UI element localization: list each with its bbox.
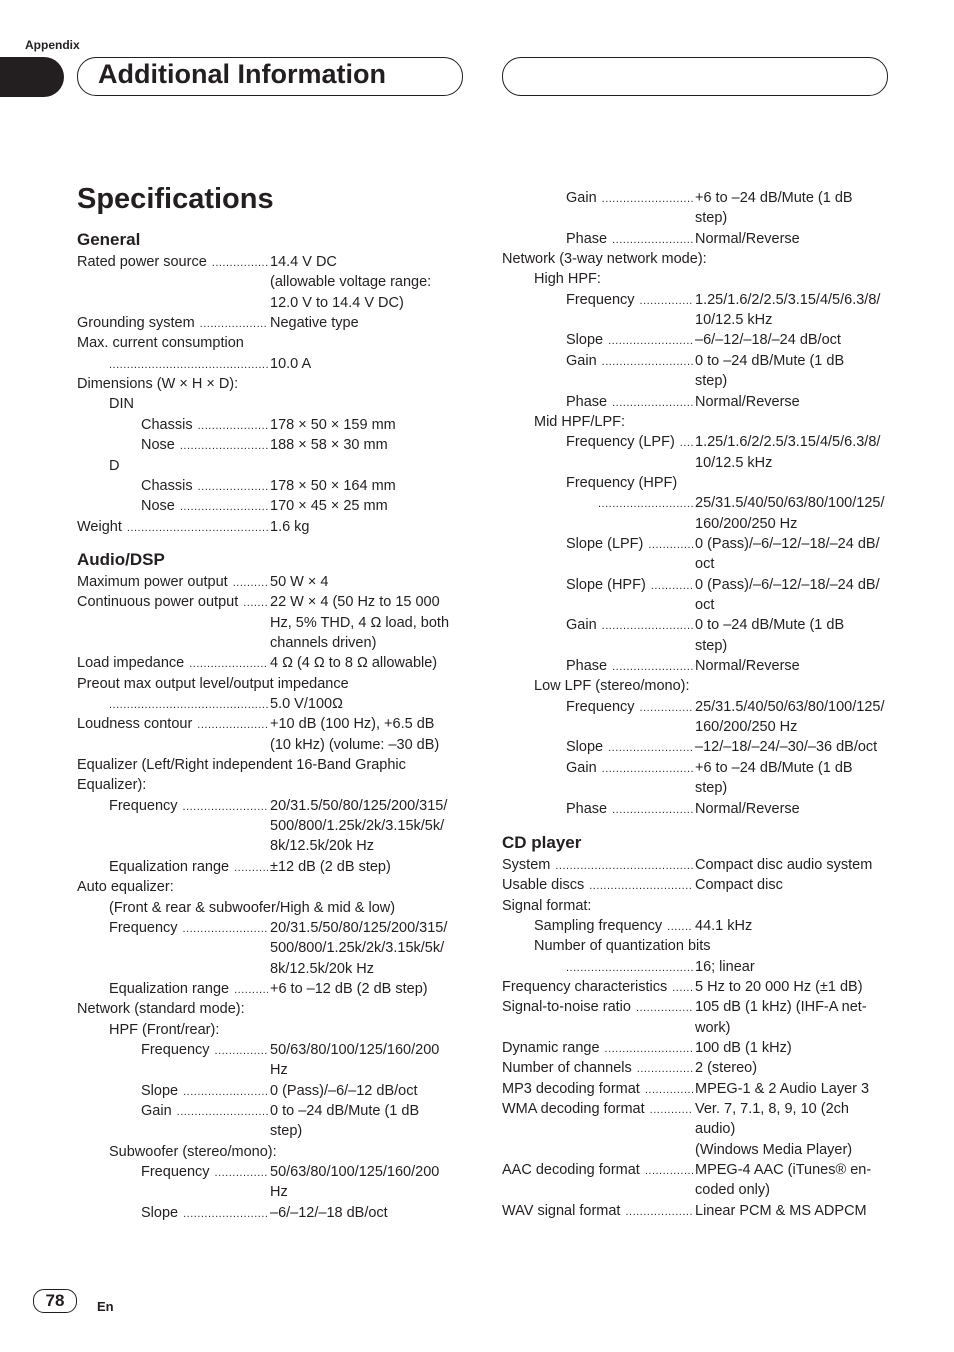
spec-label: Slope (LPF) xyxy=(566,535,644,552)
spec-row xyxy=(0,554,954,574)
spec-row xyxy=(0,595,954,615)
spec-label: Nose xyxy=(141,437,175,454)
spec-label: Number of channels xyxy=(502,1060,632,1077)
spec-label: Slope xyxy=(141,1082,179,1099)
spec-label: Continuous power output xyxy=(77,594,239,611)
spec-value: 105 dB (1 kHz) (IHF-A net- xyxy=(695,999,867,1016)
empty-header-pill xyxy=(502,57,888,96)
leader-dots xyxy=(680,432,693,453)
spec-value: ±12 dB (2 dB step) xyxy=(270,858,391,875)
leader-dots xyxy=(589,875,693,896)
spec-label: MP3 decoding format xyxy=(502,1080,640,1097)
spec-row xyxy=(0,737,954,757)
spec-row xyxy=(0,453,954,473)
spec-label: Frequency xyxy=(109,919,178,936)
spec-row xyxy=(0,875,954,895)
spec-value: 16; linear xyxy=(695,958,755,975)
spec-label: WAV signal format xyxy=(502,1202,621,1219)
leader-dots xyxy=(598,493,693,514)
leader-dots xyxy=(612,229,693,250)
spec-value: 10/12.5 kHz xyxy=(695,312,773,329)
leader-dots xyxy=(605,1038,693,1059)
leader-dots xyxy=(602,351,693,372)
language-label: En xyxy=(97,1299,114,1314)
spec-row xyxy=(0,371,954,391)
spec-label: Low LPF (stereo/mono): xyxy=(534,678,690,695)
spec-value: 4 Ω (4 Ω to 8 Ω allowable) xyxy=(270,655,438,672)
spec-label: Frequency (HPF) xyxy=(566,474,678,491)
page-title: Specifications xyxy=(77,183,274,215)
spec-label: Frequency xyxy=(566,698,635,715)
spec-value: 0 to –24 dB/Mute (1 dB xyxy=(695,352,845,369)
spec-label: Gain xyxy=(566,617,597,634)
spec-value: Normal/Reverse xyxy=(695,393,800,410)
spec-value: oct xyxy=(695,597,715,613)
spec-row xyxy=(0,208,954,228)
spec-value: 50/63/80/100/125/160/200 xyxy=(270,1164,440,1181)
spec-value: step) xyxy=(270,1123,303,1140)
spec-value: 12.0 V to 14.4 V DC) xyxy=(270,294,404,311)
leader-dots xyxy=(637,1058,693,1079)
spec-value: channels driven) xyxy=(270,634,377,651)
leader-dots xyxy=(636,997,693,1018)
spec-row xyxy=(0,575,954,595)
spec-value: step) xyxy=(695,637,728,654)
spec-value: 170 × 45 × 25 mm xyxy=(270,498,388,515)
spec-value: +6 to –24 dB/Mute (1 dB xyxy=(695,759,853,776)
spec-value: step) xyxy=(695,210,728,227)
spec-label: Dynamic range xyxy=(502,1040,600,1056)
spec-value: Normal/Reverse xyxy=(695,658,800,675)
spec-label: System xyxy=(502,856,551,873)
spec-label: Sampling frequency xyxy=(534,917,663,934)
spec-row xyxy=(0,697,954,717)
spec-label: Equalization range xyxy=(109,858,230,875)
spec-label: High HPF: xyxy=(534,271,601,288)
leader-dots xyxy=(651,575,693,596)
spec-value: 22 W × 4 (50 Hz to 15 000 xyxy=(270,594,440,611)
spec-value: –6/–12/–18 dB/oct xyxy=(270,1204,388,1221)
spec-label: Phase xyxy=(566,393,608,410)
spec-value: 500/800/1.25k/2k/3.15k/5k/ xyxy=(270,940,445,957)
section-heading: CD player xyxy=(502,832,582,852)
spec-row xyxy=(0,330,954,350)
spec-label: Grounding system xyxy=(77,315,195,332)
spec-value: 1.25/1.6/2/2.5/3.15/4/5/6.3/8/ xyxy=(695,291,881,308)
spec-label: Max. current consumption xyxy=(77,335,244,352)
spec-value: 0 (Pass)/–6/–12/–18/–24 dB/ xyxy=(695,576,880,593)
spec-value: 20/31.5/50/80/125/200/315/ xyxy=(270,797,448,814)
spec-row xyxy=(0,534,954,554)
spec-row xyxy=(0,1180,954,1200)
spec-label: Rated power source xyxy=(77,254,207,270)
spec-row xyxy=(0,1160,954,1180)
spec-value: +6 to –24 dB/Mute (1 dB xyxy=(695,190,853,206)
spec-value: 178 × 50 × 164 mm xyxy=(270,477,396,494)
leader-dots xyxy=(648,534,693,555)
spec-label: Weight xyxy=(77,518,122,535)
spec-value: 188 × 58 × 30 mm xyxy=(270,437,388,454)
spec-row xyxy=(0,1201,954,1221)
spec-value: 10.0 A xyxy=(270,355,312,372)
spec-label: Subwoofer (stereo/mono): xyxy=(109,1143,277,1160)
spec-row xyxy=(0,412,954,432)
spec-value: 50 W × 4 xyxy=(270,573,329,590)
spec-row xyxy=(0,778,954,798)
spec-value: 50/63/80/100/125/160/200 xyxy=(270,1041,440,1058)
spec-value: Normal/Reverse xyxy=(695,230,800,247)
spec-label: AAC decoding format xyxy=(502,1162,640,1179)
spec-value: 500/800/1.25k/2k/3.15k/5k/ xyxy=(270,818,445,835)
section-heading: General xyxy=(77,230,141,249)
spec-value: coded only) xyxy=(695,1182,770,1199)
spec-value: (allowable voltage range: xyxy=(270,274,432,291)
spec-label: Slope xyxy=(566,332,604,349)
spec-row xyxy=(0,636,954,656)
spec-row xyxy=(0,896,954,916)
appendix-label: Appendix xyxy=(25,38,80,52)
section-title-pill xyxy=(77,57,463,96)
spec-row xyxy=(0,799,954,819)
spec-row xyxy=(0,493,954,513)
spec-value: 0 (Pass)/–6/–12 dB/oct xyxy=(270,1082,418,1099)
spec-label: Network (standard mode): xyxy=(77,1001,245,1018)
spec-value: –6/–12/–18/–24 dB/oct xyxy=(695,332,841,349)
spec-row xyxy=(0,1038,954,1058)
leader-dots xyxy=(667,916,693,937)
leader-dots xyxy=(612,799,693,820)
spec-label: (Front & rear & subwoofer/High & mid & low) xyxy=(109,899,396,916)
spec-label: Usable discs xyxy=(502,877,585,894)
leader-dots xyxy=(602,758,693,779)
leader-dots xyxy=(602,615,693,636)
spec-value: 160/200/250 Hz xyxy=(695,719,798,736)
spec-row xyxy=(0,1099,954,1119)
spec-row xyxy=(0,310,954,330)
spec-row xyxy=(0,836,954,856)
spec-label: Frequency xyxy=(141,1164,210,1181)
spec-row xyxy=(0,936,954,956)
spec-value: MPEG-1 & 2 Audio Layer 3 xyxy=(695,1080,870,1097)
spec-row xyxy=(0,916,954,936)
spec-label: Phase xyxy=(566,800,608,817)
spec-label: D xyxy=(109,457,120,474)
spec-row xyxy=(0,855,954,875)
spec-value: oct xyxy=(695,556,715,573)
spec-row xyxy=(0,269,954,289)
spec-value: 14.4 V DC xyxy=(270,254,337,270)
leader-dots xyxy=(645,1160,693,1181)
spec-label: Frequency (LPF) xyxy=(566,434,675,451)
spec-label: Frequency xyxy=(141,1041,210,1058)
spec-value: 100 dB (1 kHz) xyxy=(695,1040,792,1056)
spec-value: 20/31.5/50/80/125/200/315/ xyxy=(270,919,448,936)
spec-label: Frequency characteristics xyxy=(502,978,668,995)
spec-row xyxy=(0,249,954,269)
spec-row xyxy=(0,1018,954,1038)
spec-label: Frequency xyxy=(566,291,635,308)
spec-row xyxy=(0,1079,954,1099)
spec-value: Linear PCM & MS ADPCM xyxy=(695,1202,867,1219)
spec-row xyxy=(0,188,954,208)
spec-label: Equalizer (Left/Right independent 16-Band Graphic xyxy=(77,757,406,774)
spec-label: Nose xyxy=(141,498,175,515)
leader-dots xyxy=(612,392,693,413)
spec-label: Gain xyxy=(566,352,597,369)
spec-value: Hz, 5% THD, 4 Ω load, both xyxy=(270,614,450,631)
spec-value: audio) xyxy=(695,1121,736,1138)
spec-label: Signal format: xyxy=(502,897,592,914)
spec-row xyxy=(0,615,954,635)
spec-label: DIN xyxy=(109,396,134,413)
spec-row xyxy=(0,717,954,737)
spec-label: Mid HPF/LPF: xyxy=(534,413,626,430)
spec-row xyxy=(0,392,954,412)
spec-value: Ver. 7, 7.1, 8, 9, 10 (2ch xyxy=(695,1101,849,1118)
spec-label: Chassis xyxy=(141,477,193,494)
spec-label: HPF (Front/rear): xyxy=(109,1021,220,1038)
spec-value: 5.0 V/100Ω xyxy=(270,696,343,712)
spec-value: Compact disc audio system xyxy=(695,856,873,873)
spec-value: 0 to –24 dB/Mute (1 dB xyxy=(270,1103,420,1119)
spec-row xyxy=(0,1140,954,1160)
spec-row xyxy=(0,514,954,534)
spec-label: Gain xyxy=(566,759,597,776)
leader-dots xyxy=(612,656,693,677)
spec-value: 8k/12.5k/20k Hz xyxy=(270,838,374,855)
spec-value: 25/31.5/40/50/63/80/100/125/ xyxy=(695,698,885,715)
spec-value: 2 (stereo) xyxy=(695,1060,758,1077)
spec-label: Equalization range xyxy=(109,980,230,997)
spec-value: 8k/12.5k/20k Hz xyxy=(270,960,374,977)
spec-value: work) xyxy=(695,1019,731,1036)
spec-label: Number of quantization bits xyxy=(534,938,711,955)
spec-value: 5 Hz to 20 000 Hz (±1 dB) xyxy=(695,978,863,995)
spec-row xyxy=(0,957,954,977)
spec-label: Frequency xyxy=(109,797,178,814)
spec-label: Phase xyxy=(566,658,608,675)
spec-value: Compact disc xyxy=(695,877,783,894)
spec-label: Auto equalizer: xyxy=(77,879,174,896)
spec-row xyxy=(0,997,954,1017)
spec-label: Chassis xyxy=(141,416,193,433)
spec-value: Hz xyxy=(270,1062,288,1079)
section-tab-marker xyxy=(0,57,64,97)
leader-dots xyxy=(608,330,693,351)
spec-value: 0 (Pass)/–6/–12/–18/–24 dB/ xyxy=(695,535,880,552)
leader-dots xyxy=(625,1201,693,1222)
spec-value: 1.25/1.6/2/2.5/3.15/4/5/6.3/8/ xyxy=(695,434,881,451)
spec-label: Dimensions (W × H × D): xyxy=(77,376,239,393)
leader-dots xyxy=(608,737,693,758)
leader-dots xyxy=(640,697,693,718)
spec-row xyxy=(0,473,954,493)
leader-dots xyxy=(555,855,693,876)
spec-label: Slope (HPF) xyxy=(566,576,646,593)
spec-value: Normal/Reverse xyxy=(695,800,800,817)
spec-label: Signal-to-noise ratio xyxy=(502,999,631,1016)
spec-row xyxy=(0,229,954,249)
spec-label: Slope xyxy=(141,1204,179,1221)
spec-row xyxy=(0,676,954,696)
spec-value: step) xyxy=(695,780,728,797)
spec-value: 25/31.5/40/50/63/80/100/125/ xyxy=(695,495,885,512)
leader-dots xyxy=(672,977,693,998)
leader-dots xyxy=(566,957,693,978)
spec-label: Gain xyxy=(141,1103,172,1119)
spec-value: step) xyxy=(695,373,728,390)
spec-label: Load impedance xyxy=(77,655,185,672)
spec-label: Phase xyxy=(566,230,608,247)
section-heading: Audio/DSP xyxy=(77,549,165,569)
spec-row xyxy=(0,977,954,997)
spec-label: Slope xyxy=(566,739,604,756)
spec-row xyxy=(0,290,954,310)
spec-row xyxy=(0,816,954,836)
spec-value: Negative type xyxy=(270,315,359,332)
spec-row xyxy=(0,656,954,676)
spec-label: WMA decoding format xyxy=(502,1101,645,1118)
leader-dots xyxy=(602,188,693,209)
spec-row xyxy=(0,432,954,452)
spec-value: Hz xyxy=(270,1184,288,1201)
spec-value: –12/–18/–24/–30/–36 dB/oct xyxy=(695,739,878,756)
spec-label: Network (3-way network mode): xyxy=(502,251,707,268)
spec-value: 10/12.5 kHz xyxy=(695,454,773,471)
spec-value: (Windows Media Player) xyxy=(695,1141,853,1158)
spec-value: +10 dB (100 Hz), +6.5 dB xyxy=(270,716,435,733)
spec-value: 44.1 kHz xyxy=(695,917,753,934)
leader-dots xyxy=(640,290,693,311)
spec-value: +6 to –12 dB (2 dB step) xyxy=(270,980,428,997)
spec-value: (10 kHz) (volume: –30 dB) xyxy=(270,736,440,753)
spec-value: MPEG-4 AAC (iTunes® en- xyxy=(695,1162,872,1179)
leader-dots xyxy=(645,1079,693,1100)
spec-value: 178 × 50 × 159 mm xyxy=(270,416,396,433)
spec-row xyxy=(0,758,954,778)
spec-row xyxy=(0,1119,954,1139)
page-number: 78 xyxy=(33,1289,77,1313)
spec-value: 160/200/250 Hz xyxy=(695,515,798,532)
spec-label: Gain xyxy=(566,190,597,206)
leader-dots xyxy=(650,1099,693,1120)
spec-row xyxy=(0,1058,954,1078)
spec-label: Loudness contour xyxy=(77,716,193,733)
spec-value: 1.6 kg xyxy=(270,518,310,535)
spec-label: Preout max output level/output impedance xyxy=(77,675,349,692)
spec-label: Equalizer): xyxy=(77,777,147,794)
section-title: Additional Information xyxy=(98,59,386,89)
spec-label: Maximum power output xyxy=(77,573,228,590)
spec-row xyxy=(0,351,954,371)
spec-value: 0 to –24 dB/Mute (1 dB xyxy=(695,617,845,634)
